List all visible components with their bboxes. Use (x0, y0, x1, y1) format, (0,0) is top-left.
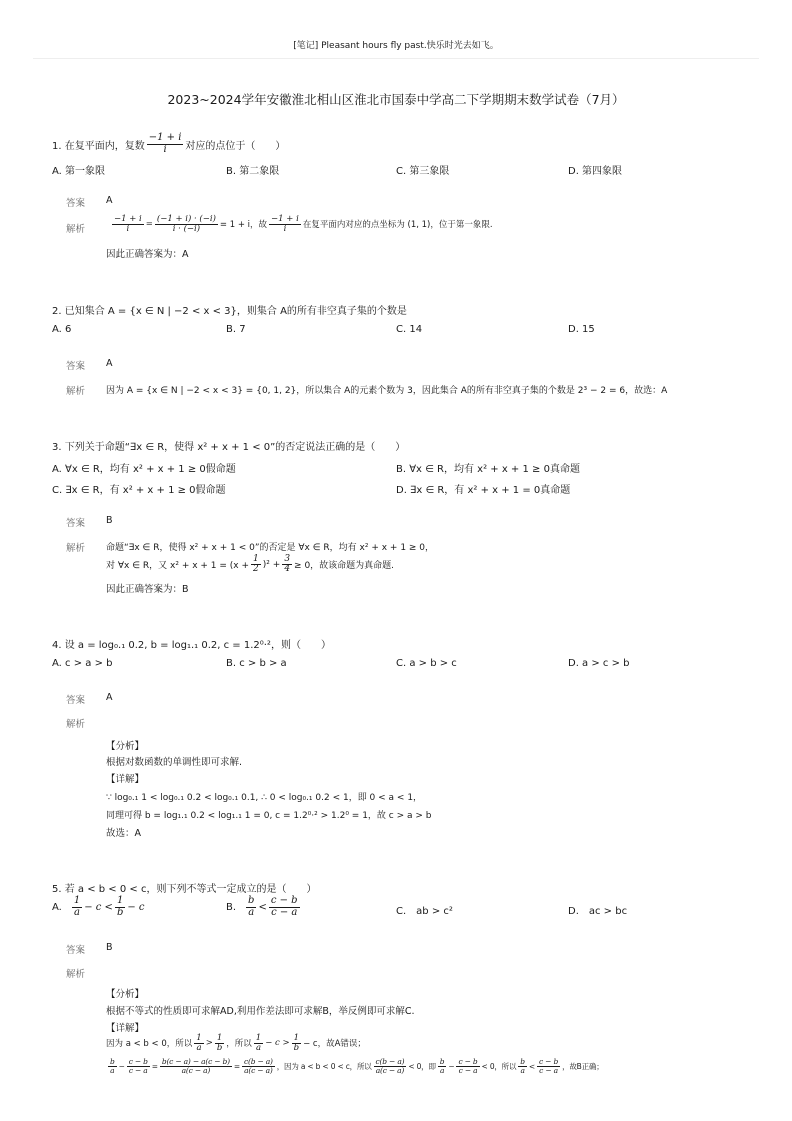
q5-l2-frac2 (127, 1058, 150, 1075)
q5-l2-frac9-num: c − b (539, 1057, 559, 1066)
q1-a-frac1-num: −1 + i (114, 214, 142, 224)
q5-l1-frac1 (194, 1034, 203, 1053)
q5-optA-frac2-den: b (116, 906, 124, 918)
q5-optB-frac2 (269, 896, 300, 918)
q5-answer: B (106, 942, 113, 953)
q5-option-b[interactable] (226, 896, 302, 918)
q5-l2-f: − (448, 1061, 455, 1071)
q5-l2-frac2-den: c − a (128, 1065, 148, 1075)
q5-l2-frac5-num: c(b − a) (375, 1057, 405, 1066)
q1-answer: A (106, 195, 113, 206)
q5-l2-frac6 (438, 1058, 447, 1075)
q1-a-tail: = 1 + i，故 (219, 220, 268, 231)
q5-l2-frac7-num: c − b (458, 1057, 478, 1066)
q5-l1-d: − c > (265, 1038, 290, 1049)
q4-answer: A (106, 692, 113, 703)
q4-analysis-section-1: 【分析】 (106, 741, 145, 752)
q5-optB-mid: < (258, 901, 267, 913)
q5-analysis-line1: 根据不等式的性质即可求解AD,利用作差法即可求解B，举反例即可求解C. (106, 1006, 415, 1017)
q5-l2-i: ，故B正确； (562, 1061, 604, 1071)
q1-a-eq: = (145, 219, 153, 230)
q5-answer-label: 答案 (66, 945, 86, 956)
q5-l2-frac8-num: b (520, 1057, 525, 1066)
q5-l1-frac1-den: a (196, 1042, 202, 1053)
q5-l2-frac8-den: a (520, 1065, 525, 1075)
q3-stem: 3. 下列关于命题“∃x ∈ R，使得 x² + x + 1 < 0”的否定说法正确的是（ ） (52, 442, 406, 453)
q5-l2-e: < 0，即 (408, 1061, 436, 1071)
q1-a-frac3-num: −1 + i (271, 214, 299, 224)
q5-l2-frac6-num: b (439, 1057, 445, 1066)
q1-stem-pre: 1. 在复平面内，复数 (52, 140, 145, 152)
q5-l1-frac3-den: a (255, 1042, 262, 1053)
q4-option-d[interactable]: D. a > c > b (568, 658, 630, 669)
q5-optB-frac1 (246, 896, 256, 918)
q3-a2-frac1 (251, 555, 261, 575)
q5-l2-frac5 (374, 1058, 407, 1075)
q1-a-frac2 (155, 215, 218, 234)
q5-l2-a: − (118, 1061, 125, 1071)
q5-l1-frac4-num: 1 (293, 1033, 300, 1043)
q5-l2-b: = (151, 1061, 158, 1071)
q5-optB-frac1-num: b (248, 895, 255, 906)
q2-analysis-line1: 因为 A = {x ∈ N | −2 < x < 3} = {0, 1, 2}，所以集合 A的元素个数为 3，因此集合 A的所有非空真子集的个数是 2³ − 2 = 6，故选：A (106, 386, 668, 396)
q3-a2-frac2-den: 4 (284, 564, 291, 575)
q5-optB-frac2-den: c − a (271, 906, 298, 918)
page-title: 2023~2024学年安徽淮北相山区淮北市国泰中学高二下学期期末数学试卷（7月） (167, 92, 625, 107)
q5-option-c[interactable]: C. ab > c² (396, 906, 453, 917)
q5-option-d[interactable]: D. ac > bc (568, 906, 628, 917)
q5-l2-frac8 (518, 1058, 527, 1075)
q5-l2-frac5-den: a(c − a) (375, 1065, 405, 1075)
q3-a2-frac1-num: 1 (253, 554, 259, 564)
q2-answer: A (106, 358, 113, 369)
q5-l2-frac1 (108, 1058, 117, 1075)
q5-analysis-section-2: 【详解】 (106, 1023, 145, 1034)
q1-analysis-line1 (110, 215, 493, 234)
q3-option-d[interactable]: D. ∃x ∈ R，有 x² + x + 1 = 0真命题 (396, 485, 571, 496)
q1-answer-label: 答案 (66, 198, 86, 209)
q5-l2-frac3 (160, 1058, 232, 1075)
q4-answer-label: 答案 (66, 695, 86, 706)
q1-option-c[interactable]: C. 第三象限 (396, 166, 450, 177)
q4-analysis-line4: 故选：A (106, 828, 141, 839)
q5-l1-frac3 (254, 1034, 263, 1053)
q5-l2-frac3-num: b(c − a) − a(c − b) (161, 1057, 230, 1066)
q5-l2-frac4-den: a(c − a) (244, 1065, 273, 1075)
q3-a2-mid: )² + (262, 559, 281, 570)
q5-option-a-label: A. (52, 901, 62, 913)
q1-den: i (163, 143, 167, 155)
q1-a-frac1 (112, 215, 144, 234)
q2-option-a[interactable]: A. 6 (52, 324, 72, 335)
q1-a-post: 在复平面内对应的点坐标为 (1, 1)，位于第一象限. (302, 220, 493, 231)
q3-a2-frac2-num: 3 (284, 554, 291, 564)
q1-analysis-label: 解析 (66, 224, 86, 235)
q5-l2-h: < (528, 1061, 535, 1071)
q5-l1-frac4-den: b (293, 1042, 300, 1053)
q5-l1-a: 因为 a < b < 0，所以 (106, 1039, 193, 1050)
q1-num: −1 + i (148, 132, 182, 143)
q2-option-b[interactable]: B. 7 (226, 324, 246, 335)
q5-l1-frac1-num: 1 (196, 1033, 202, 1043)
q5-optA-mid: − c < (84, 901, 113, 913)
q2-stem: 2. 已知集合 A = {x ∈ N | −2 < x < 3}，则集合 A的所有非空真子集的个数是 (52, 306, 407, 317)
q4-analysis-line1: 根据对数函数的单调性即可求解. (106, 757, 243, 768)
q4-option-b[interactable]: B. c > b > a (226, 658, 287, 669)
q2-analysis-label: 解析 (66, 386, 86, 397)
q3-analysis-line2 (106, 555, 394, 575)
q3-analysis-label: 解析 (66, 543, 86, 554)
q3-answer-label: 答案 (66, 518, 86, 529)
q1-option-d[interactable]: D. 第四象限 (568, 166, 623, 177)
q5-l1-frac3-num: 1 (255, 1033, 262, 1043)
q3-a2-frac2 (282, 555, 292, 575)
q3-a2-frac1-den: 2 (253, 564, 259, 575)
q4-stem: 4. 设 a = log₀.₁ 0.2, b = log₁.₁ 0.2, c = 1.2⁰·²，则（ ） (52, 640, 331, 651)
q5-analysis-label: 解析 (66, 969, 86, 980)
q1-analysis-line2: 因此正确答案为：A (106, 249, 189, 260)
q5-l1-frac2 (215, 1034, 224, 1053)
q5-optB-frac1-den: a (248, 906, 255, 918)
q2-option-d[interactable]: D. 15 (568, 324, 595, 335)
q5-analysis-section-1: 【分析】 (106, 989, 145, 1000)
q3-a2-post: ≥ 0，故该命题为真命题. (294, 561, 395, 572)
q5-l2-frac6-den: a (439, 1065, 445, 1075)
q5-l1-e: − c，故A错误； (303, 1039, 366, 1050)
q5-l2-frac7-den: c − a (458, 1065, 478, 1075)
q5-optA-frac1 (72, 896, 82, 918)
q4-analysis-line2: ∵ log₀.₁ 1 < log₀.₁ 0.2 < log₀.₁ 0.1, ∴ 0 < log₀.₁ 0.2 < 1，即 0 < a < 1， (106, 793, 423, 803)
q2-option-c[interactable]: C. 14 (396, 324, 423, 335)
q5-l2-frac9 (537, 1058, 560, 1075)
q5-l2-frac3-den: a(c − a) (181, 1065, 211, 1075)
q1-a-frac2-num: (−1 + i) · (−i) (156, 214, 216, 224)
q3-option-a[interactable]: A. ∀x ∈ R，均有 x² + x + 1 ≥ 0假命题 (52, 464, 236, 475)
q2-answer-label: 答案 (66, 361, 86, 372)
q5-l1-frac2-num: 1 (216, 1033, 223, 1043)
q4-option-c[interactable]: C. a > b > c (396, 658, 457, 669)
q5-optA-tail: − c (127, 901, 145, 913)
q1-option-a[interactable]: A. 第一象限 (52, 166, 106, 177)
q5-l2-frac4 (242, 1058, 275, 1075)
q1-stem-post: 对应的点位于（ ） (185, 140, 286, 152)
q3-analysis-line1: 命题“∃x ∈ R，使得 x² + x + 1 < 0”的否定是 ∀x ∈ R，均有 x² + x + 1 ≥ 0， (106, 543, 435, 553)
q3-option-b[interactable]: B. ∀x ∈ R，均有 x² + x + 1 ≥ 0真命题 (396, 464, 580, 475)
q3-a2-pre: 对 ∀x ∈ R，又 x² + x + 1 = (x + (106, 561, 250, 572)
q1-option-b[interactable]: B. 第二象限 (226, 166, 280, 177)
q5-l2-c: = (233, 1061, 240, 1071)
q4-analysis-line3: 同理可得 b = log₁.₁ 0.2 < log₁.₁ 1 = 0, c = 1.2⁰·² > 1.2⁰ = 1，故 c > a > b (106, 811, 432, 821)
q4-option-a[interactable]: A. c > a > b (52, 658, 113, 669)
q5-l2-d: ，因为 a < b < 0 < c，所以 (276, 1061, 372, 1071)
q5-optA-frac2-num: 1 (116, 895, 124, 906)
q5-l2-frac7 (456, 1058, 479, 1075)
q5-l1-frac2-den: b (216, 1042, 223, 1053)
q3-option-c[interactable]: C. ∃x ∈ R，有 x² + x + 1 ≥ 0假命题 (52, 485, 226, 496)
q5-optA-frac1-den: a (74, 906, 81, 918)
header-note: [笔记] Pleasant hours fly past.快乐时光去如飞。 (293, 41, 499, 51)
q5-option-b-label: B. (226, 901, 237, 913)
q5-analysis-line2 (106, 1034, 366, 1053)
q5-l2-g: < 0，所以 (481, 1061, 517, 1071)
q1-fraction (147, 133, 184, 155)
q3-answer: B (106, 515, 113, 526)
q1-a-frac1-den: i (126, 223, 130, 234)
q5-optA-frac1-num: 1 (73, 895, 81, 906)
q1-a-frac2-den: i · (−i) (172, 223, 201, 234)
q5-optA-frac2 (115, 896, 125, 918)
q5-l1-c: ，所以 (226, 1039, 252, 1050)
q5-l1-frac4 (292, 1034, 301, 1053)
q1-stem (52, 133, 285, 155)
q5-analysis-line3 (106, 1058, 604, 1075)
q4-analysis-label: 解析 (66, 719, 86, 730)
q5-l2-frac1-num: b (110, 1057, 115, 1066)
q1-a-frac3 (269, 215, 301, 234)
header-divider (33, 58, 759, 59)
q5-l2-frac4-num: c(b − a) (243, 1057, 273, 1066)
q5-stem: 5. 若 a < b < 0 < c，则下列不等式一定成立的是（ ） (52, 884, 317, 895)
q4-analysis-section-2: 【详解】 (106, 774, 145, 785)
q5-optB-frac2-num: c − b (270, 895, 298, 906)
q5-l2-frac2-num: c − b (128, 1057, 148, 1066)
q5-l2-frac9-den: c − a (539, 1065, 558, 1075)
q5-l1-b: > (205, 1038, 213, 1049)
q3-analysis-line3: 因此正确答案为：B (106, 584, 189, 595)
q5-l2-frac1-den: a (110, 1065, 115, 1075)
q5-option-a[interactable] (52, 896, 145, 918)
q1-a-frac3-den: i (283, 223, 287, 234)
